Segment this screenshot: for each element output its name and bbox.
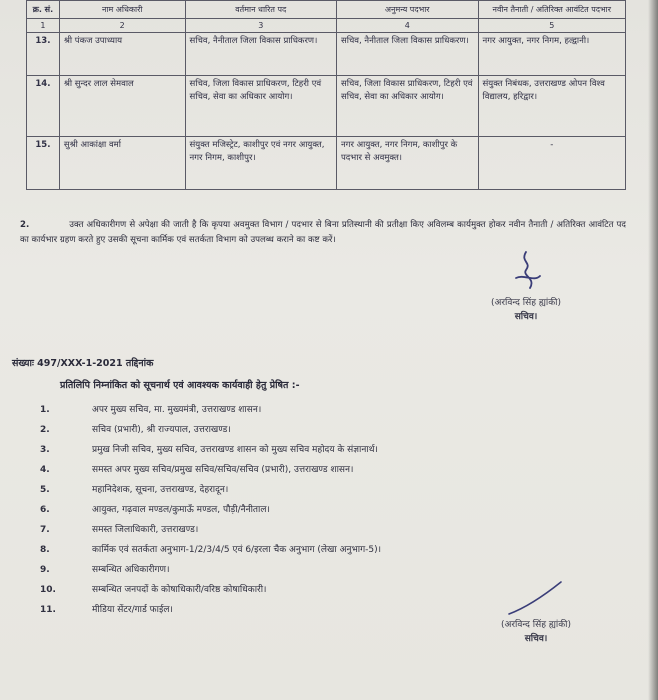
signature-mark bbox=[501, 578, 571, 618]
row-serial: 13. bbox=[27, 33, 60, 76]
signature-block-1 bbox=[456, 248, 596, 324]
row-current-post: संयुक्त मजिस्ट्रेट, काशीपुर एवं नगर आयुक्त, नगर निगम, काशीपुर। bbox=[185, 137, 336, 190]
list-item: 9. सम्बन्धित अधिकारीगण। bbox=[40, 565, 170, 575]
table-row bbox=[27, 76, 626, 137]
row-officer-name: श्री सुन्दर लाल सेमवाल bbox=[59, 76, 185, 137]
column-number-row bbox=[27, 19, 626, 33]
signatory-name: (अरविन्द सिंह ह्यांकी) bbox=[490, 298, 562, 308]
row-new-posting: संयुक्त निबंधक, उत्तराखण्ड ओपन विश्व विद्यालय, हरिद्वार। bbox=[478, 76, 625, 137]
signatory-name: (अरविन्द सिंह ह्यांकी) bbox=[500, 620, 572, 630]
column-number: 4 bbox=[336, 19, 478, 33]
signature-mark bbox=[496, 248, 556, 292]
instruction-paragraph bbox=[20, 218, 626, 248]
row-serial: 15. bbox=[27, 137, 60, 190]
row-new-posting: नगर आयुक्त, नगर निगम, हल्द्वानी। bbox=[478, 33, 625, 76]
column-number: 5 bbox=[478, 19, 625, 33]
table-row bbox=[27, 137, 626, 190]
list-item: 8. कार्मिक एवं सतर्कता अनुभाग-1/2/3/4/5 एवं 6/इरला चैक अनुभाग (लेखा अनुभाग-5)। bbox=[40, 545, 382, 555]
signatory-title: सचिव। bbox=[524, 634, 548, 644]
row-current-post: सचिव, जिला विकास प्राधिकरण, टिहरी एवं सचिव, सेवा का अधिकार आयोग। bbox=[185, 76, 336, 137]
officer-transfer-table bbox=[26, 0, 626, 190]
table-header-row bbox=[27, 1, 626, 19]
row-officer-name: श्री पंकज उपाध्याय bbox=[59, 33, 185, 76]
row-current-post: सचिव, नैनीताल जिला विकास प्राधिकरण। bbox=[185, 33, 336, 76]
list-item: 11. मीडिया सेंटर/गार्ड फाईल। bbox=[40, 605, 173, 615]
paragraph-number: 2. bbox=[20, 220, 30, 230]
list-item: 5. महानिदेशक, सूचना, उत्तराखण्ड, देहरादून। bbox=[40, 485, 229, 495]
row-new-posting: - bbox=[478, 137, 625, 190]
list-item: 2. सचिव (प्रभारी), श्री राज्यपाल, उत्तराखण्ड। bbox=[40, 425, 231, 435]
list-item: 4. समस्त अपर मुख्य सचिव/प्रमुख सचिव/सचिव/सचिव (प्रभारी), उत्तराखण्ड शासन। bbox=[40, 465, 354, 475]
list-item: 3. प्रमुख निजी सचिव, मुख्य सचिव, उत्तराखण्ड शासन को मुख्य सचिव महोदय के संज्ञानार्थ। bbox=[40, 445, 378, 455]
copy-intro-heading: प्रतिलिपि निम्नांकित को सूचनार्थ एवं आवश्यक कार्यवाही हेतु प्रेषित :- bbox=[60, 380, 300, 391]
header-serial: क्र. सं. bbox=[27, 1, 60, 19]
table-row bbox=[27, 33, 626, 76]
list-item: 1. अपर मुख्य सचिव, मा. मुख्यमंत्री, उत्तराखण्ड शासन। bbox=[40, 405, 262, 415]
list-item: 7. समस्त जिलाधिकारी, उत्तराखण्ड। bbox=[40, 525, 199, 535]
memo-number: संख्याः 497/XXX-1-2021 तद्दिनांक bbox=[12, 358, 154, 369]
list-item: 10. सम्बन्धित जनपदों के कोषाधिकारी/वरिष्ठ कोषाधिकारी। bbox=[40, 585, 267, 595]
header-new-posting: नवीन तैनाती / अतिरिक्त आवंटित पदभार bbox=[478, 1, 625, 19]
column-number: 1 bbox=[27, 19, 60, 33]
row-serial: 14. bbox=[27, 76, 60, 137]
paragraph-text: उक्त अधिकारीगण से अपेक्षा की जाती है कि कृपया अवमुक्त विभाग / पदभार से बिना प्रतिस्थानी की प्रतीक्षा किए अविलम्ब कार्यमुक्त होकर नवीन तैनाती / अतिरिक्त आवंटित पद का कार्यभार ग्रहण करते हुए उसकी सूचना कार्मिक एवं सतर्कता विभाग को उपलब्ध कराने का कष्ट करें। bbox=[20, 220, 626, 245]
row-officer-name: सुश्री आकांक्षा वर्मा bbox=[59, 137, 185, 190]
row-allowed-charge: सचिव, नैनीताल जिला विकास प्राधिकरण। bbox=[336, 33, 478, 76]
list-item: 6. आयुक्त, गढ़वाल मण्डल/कुमाऊँ मण्डल, पौड़ी/नैनीताल। bbox=[40, 505, 270, 515]
row-allowed-charge: नगर आयुक्त, नगर निगम, काशीपुर के पदभार से अवमुक्त। bbox=[336, 137, 478, 190]
photo-edge-shadow bbox=[648, 0, 658, 700]
header-name: नाम अधिकारी bbox=[59, 1, 185, 19]
column-number: 2 bbox=[59, 19, 185, 33]
signatory-title: सचिव। bbox=[514, 312, 538, 322]
header-allowed-charge: अनुमन्य पदभार bbox=[336, 1, 478, 19]
header-current-post: वर्तमान धारित पद bbox=[185, 1, 336, 19]
column-number: 3 bbox=[185, 19, 336, 33]
row-allowed-charge: सचिव, जिला विकास प्राधिकरण, टिहरी एवं सचिव, सेवा का अधिकार आयोग। bbox=[336, 76, 478, 137]
signature-block-2 bbox=[466, 578, 606, 646]
